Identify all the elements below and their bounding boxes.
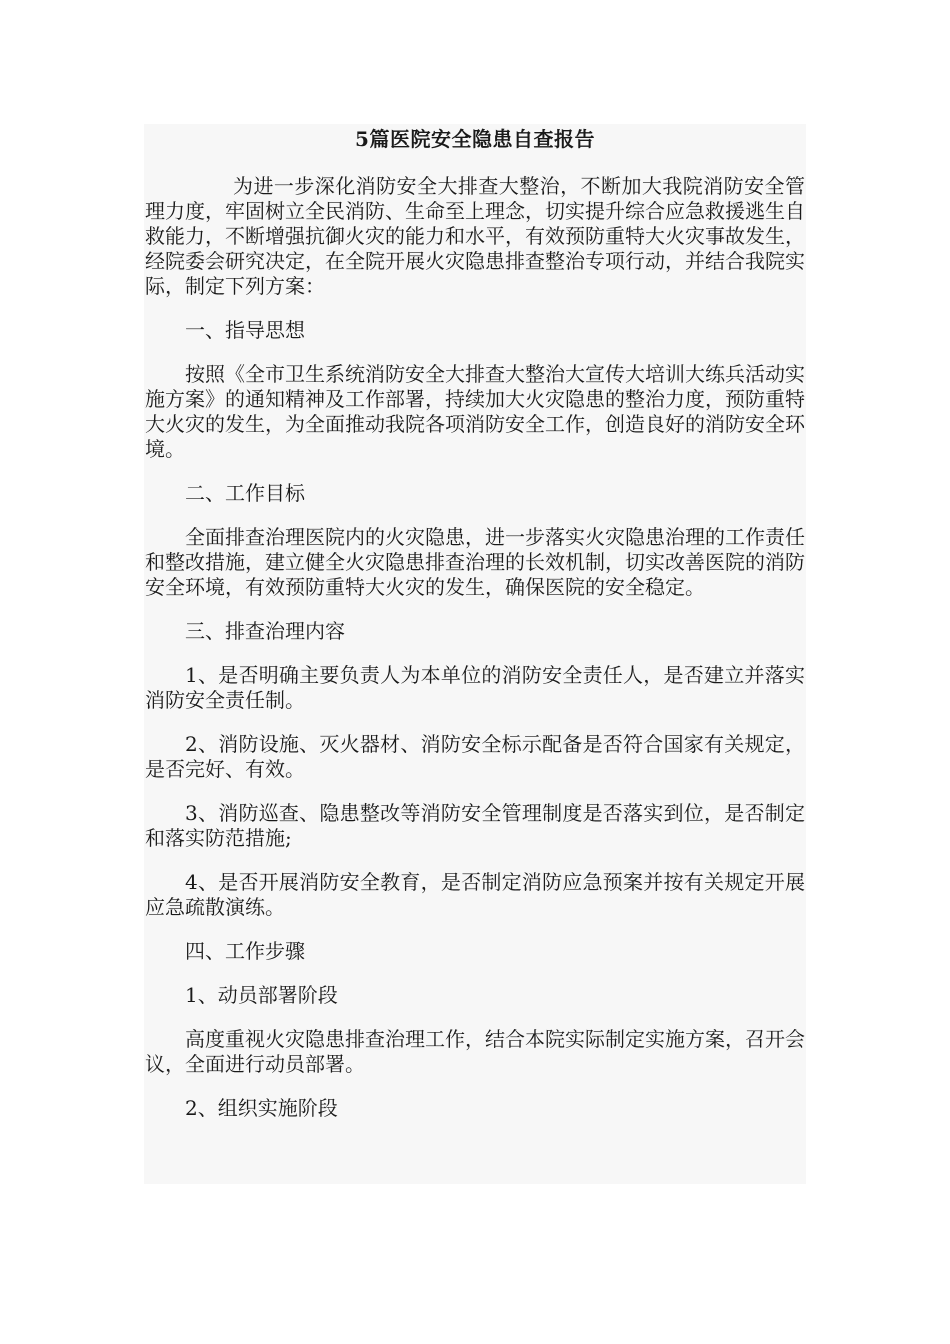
intro-paragraph: 为进一步深化消防安全大排查大整治，不断加大我院消防安全管理力度，牢固树立全民消防、生命至上理念，切实提升综合应急救援逃生自救能力，不断增强抗御火灾的能力和水平，有效预防重特大火灾事故发生，经院委会研究决定，在全院开展火灾隐患排查整治专项行动，并结合我院实际，制定下列方案： <box>145 174 805 298</box>
section-heading-inspection-content: 三、排查治理内容 <box>185 619 345 643</box>
document-body <box>144 124 806 1184</box>
list-item-inspection-4: 4、是否开展消防安全教育，是否制定消防应急预案并按有关规定开展应急疏散演练。 <box>145 870 805 919</box>
list-item-inspection-2: 2、消防设施、灭火器材、消防安全标示配备是否符合国家有关规定，是否完好、有效。 <box>145 732 805 781</box>
paragraph-mobilization-stage: 高度重视火灾隐患排查治理工作，结合本院实际制定实施方案，召开会议，全面进行动员部署。 <box>145 1027 805 1076</box>
section-heading-work-goals: 二、工作目标 <box>185 481 305 505</box>
list-item-inspection-3: 3、消防巡查、隐患整改等消防安全管理制度是否落实到位，是否制定和落实防范措施; <box>145 801 805 850</box>
section-heading-guiding-ideology: 一、指导思想 <box>185 318 305 342</box>
paragraph-work-goals: 全面排查治理医院内的火灾隐患，进一步落实火灾隐患治理的工作责任和整改措施，建立健全火灾隐患排查治理的长效机制，切实改善医院的消防安全环境，有效预防重特大火灾的发生，确保医院的安全稳定。 <box>145 525 805 599</box>
subheading-implementation-stage: 2、组织实施阶段 <box>185 1096 338 1120</box>
subheading-mobilization-stage: 1、动员部署阶段 <box>185 983 338 1007</box>
list-item-inspection-1: 1、是否明确主要负责人为本单位的消防安全责任人，是否建立并落实消防安全责任制。 <box>145 663 805 712</box>
document-title: 5篇医院安全隐患自查报告 <box>355 127 595 151</box>
paragraph-guiding-ideology: 按照《全市卫生系统消防安全大排查大整治大宣传大培训大练兵活动实施方案》的通知精神及工作部署，持续加大火灾隐患的整治力度，预防重特大火灾的发生，为全面推动我院各项消防安全工作，创造良好的消防安全环境。 <box>145 362 805 461</box>
section-heading-work-steps: 四、工作步骤 <box>185 939 305 963</box>
